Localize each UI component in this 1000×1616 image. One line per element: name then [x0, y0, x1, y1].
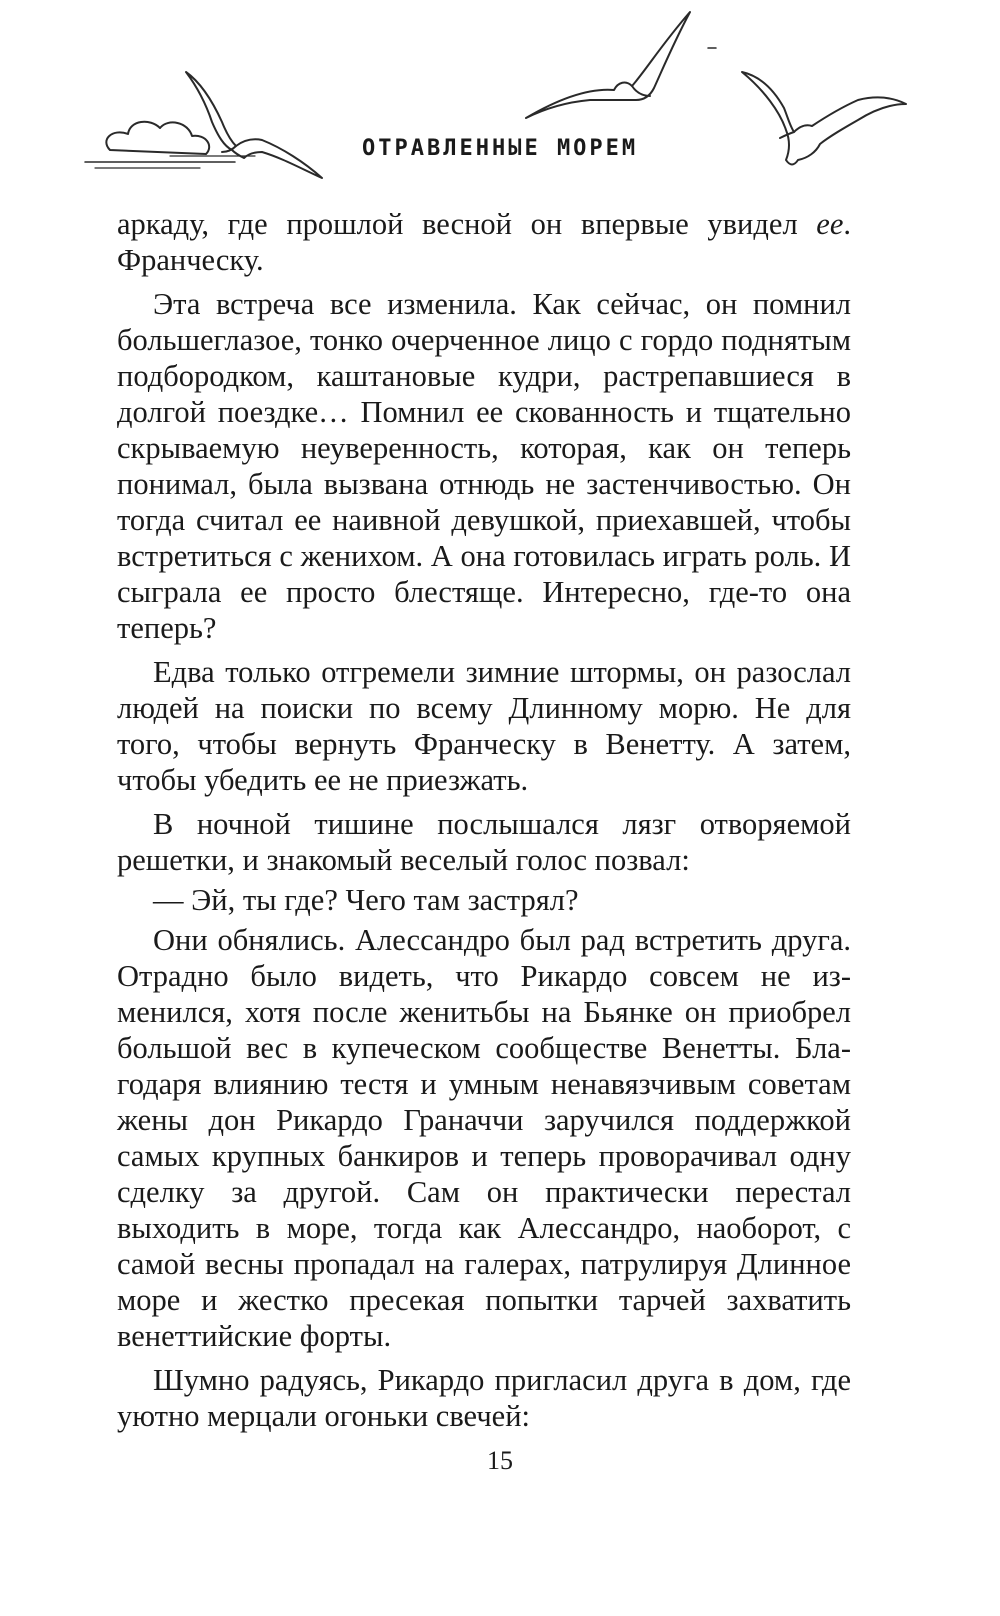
body-text	[117, 206, 851, 1442]
paragraph: В ночной тишине послышался лязг отворяемой решетки, и знакомый веселый голос позвал:	[117, 807, 851, 877]
page-number: 15	[487, 1446, 513, 1475]
paragraph-continuation: аркаду, где прошлой весной он впервые увидел ее. Франческу.	[117, 207, 851, 277]
paragraph: Едва только отгремели зимние штормы, он разослал людей на поиски по всему Длинному морю. Не для того, чтобы вернуть Франческу в Венетту. А затем, чтобы убедить ее не приезжать.	[117, 655, 851, 797]
seagull-right-icon	[742, 72, 906, 165]
paragraph: Они обнялись. Алессандро был рад встретить друга. Отрадно было видеть, что Рикардо совсем не изменился, хотя после женитьбы на Бьянке он приобрел большой вес в купеческом сообществе Венетты. Благодаря влиянию тестя и умным ненавязчивым советам жены дон Рикардо Граначчи заручился поддержкой самых крупных банкиров и теперь проворачивал одну сделку за другой. Сам он практически перестал выходить в море, тогда как Алессандро, наоборот, с самой весны пропадал на галерах, патрулируя Длинное море и жестко пресекая попытки тарчей захватить венеттийские форты.	[117, 923, 851, 1353]
running-title: ОТРАВЛЕННЫЕ МОРЕМ	[362, 136, 639, 161]
paragraph: Эта встреча все изменила. Как сейчас, он помнил большеглазое, тонко очерченное лицо с гордо поднятым подбородком, каштановые кудри, растрепавшиеся в долгой поездке… Помнил ее скованность и тщательно скрываемую неуверенность, которая, как он теперь понимал, была вызвана отнюдь не застенчивостью. Он тогда считал ее наивной девушкой, приехавшей, чтобы встретиться с женихом. А она готовилась играть роль. И сыграла ее просто блестяще. Интересно, где-то она теперь?	[117, 287, 851, 645]
seagull-middle-icon	[526, 12, 690, 118]
emphasis: ее	[816, 207, 844, 241]
cloud-icon	[106, 122, 209, 154]
paragraph: Шумно радуясь, Рикардо пригласил друга в дом, где уютно мерцали огоньки свечей:	[117, 1363, 851, 1433]
seagulls-header-illustration	[0, 0, 1000, 200]
dialogue-line: — Эй, ты где? Чего там застрял?	[153, 883, 579, 917]
